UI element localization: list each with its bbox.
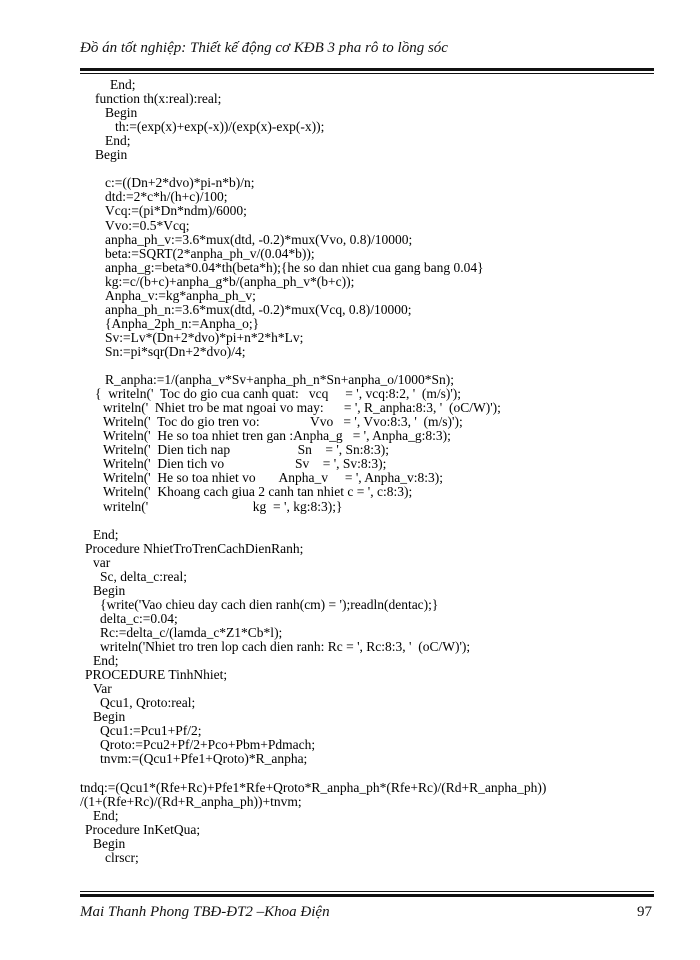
code-line: writeln(' kg = ', kg:8:3);} xyxy=(103,498,343,514)
code-line: th:=(exp(x)+exp(-x))/(exp(x)-exp(-x)); xyxy=(115,119,325,135)
code-line: {write('Vao chieu day cach dien ranh(cm) = ');readln(dentac);} xyxy=(100,596,439,612)
code-line: writeln('Nhiet tro tren lop cach dien ranh: Rc = ', Rc:8:3, ' (oC/W)'); xyxy=(100,639,471,654)
code-line: Begin xyxy=(93,709,126,725)
code-line: Qroto:=Pcu2+Pf/2+Pco+Pbm+Pdmach; xyxy=(100,737,316,753)
code-line: Writeln(' He so toa nhiet tren gan :Anpha_g = ', Anpha_g:8:3); xyxy=(103,428,451,444)
code-line: Begin xyxy=(93,835,126,851)
code-line: End; xyxy=(105,133,131,149)
footer-rule-thick xyxy=(80,894,654,897)
code-line: tnvm:=(Qcu1+Pfe1+Qroto)*R_anpha; xyxy=(100,751,308,767)
code-line: { writeln(' Toc do gio cua canh quat: vcq = ', vcq:8:2, ' (m/s)'); xyxy=(95,386,462,402)
footer-author: Mai Thanh Phong TBĐ-ĐT2 –Khoa Điện xyxy=(80,904,330,920)
code-line: Sn:=pi*sqr(Dn+2*dvo)/4; xyxy=(105,343,246,359)
code-line: {Anpha_2ph_n:=Anpha_o;} xyxy=(105,315,260,331)
code-line: End; xyxy=(93,807,119,823)
code-line: End; xyxy=(110,77,136,92)
code-line: Rc:=delta_c/(lamda_c*Z1*Cb*l); xyxy=(100,624,283,640)
footer-rule-thin xyxy=(80,891,654,892)
code-line: Writeln(' He so toa nhiet vo Anpha_v = ', Anpha_v:8:3); xyxy=(103,470,444,486)
code-line: var xyxy=(93,554,111,570)
code-line: function th(x:real):real; xyxy=(95,91,222,107)
code-line: End; xyxy=(93,653,119,669)
code-line: tndq:=(Qcu1*(Rfe+Rc)+Pfe1*Rfe+Qroto*R_anpha_ph*(Rfe+Rc)/(Rd+R_anpha_ph)) xyxy=(80,779,547,795)
code-line: Qcu1, Qroto:real; xyxy=(100,695,196,711)
code-line: Begin xyxy=(105,105,138,121)
code-line: Writeln(' Khoang cach giua 2 canh tan nhiet c = ', c:8:3); xyxy=(103,484,413,500)
page-number: 97 xyxy=(637,904,652,920)
code-line: anpha_ph_v:=3.6*mux(dtd, -0.2)*mux(Vvo, 0.8)/10000; xyxy=(105,231,413,247)
code-line: Procedure NhietTroTrenCachDienRanh; xyxy=(85,540,304,556)
code-line: Writeln(' Dien tich vo Sv = ', Sv:8:3); xyxy=(103,456,387,472)
code-line: beta:=SQRT(2*anpha_ph_v/(0.04*b)); xyxy=(105,245,315,261)
code-line: /(1+(Rfe+Rc)/(Rd+R_anpha_ph))+tnvm; xyxy=(80,793,302,809)
code-line: PROCEDURE TinhNhiet; xyxy=(85,667,228,683)
code-line: writeln(' Nhiet tro be mat ngoai vo may: = ', R_anpha:8:3, ' (oC/W)'); xyxy=(103,400,501,416)
code-line: dtd:=2*c*h/(h+c)/100; xyxy=(105,189,228,205)
code-line: Procedure InKetQua; xyxy=(85,821,201,837)
code-line: Begin xyxy=(95,147,128,163)
code-line: Begin xyxy=(93,582,126,598)
code-line: Anpha_v:=kg*anpha_ph_v; xyxy=(105,287,256,303)
page-header: Đồ án tốt nghiệp: Thiết kế động cơ KĐB 3 pha rô to lồng sóc xyxy=(80,40,448,56)
code-line: anpha_ph_n:=3.6*mux(dtd, -0.2)*mux(Vcq, 0.8)/10000; xyxy=(105,301,412,317)
code-line: Writeln(' Toc do gio tren vo: Vvo = ', Vvo:8:3, ' (m/s)'); xyxy=(103,414,463,430)
code-line: c:=((Dn+2*dvo)*pi-n*b)/n; xyxy=(105,175,255,191)
code-line: Vcq:=(pi*Dn*ndm)/6000; xyxy=(105,203,247,219)
code-line: End; xyxy=(93,526,119,542)
code-line: clrscr; xyxy=(105,849,139,865)
code-line: Qcu1:=Pcu1+Pf/2; xyxy=(100,723,202,739)
header-rule-thick xyxy=(80,68,654,71)
code-line: Sc, delta_c:real; xyxy=(100,568,187,584)
code-line: R_anpha:=1/(anpha_v*Sv+anpha_ph_n*Sn+anpha_o/1000*Sn); xyxy=(105,372,455,388)
code-line: Writeln(' Dien tich nap Sn = ', Sn:8:3); xyxy=(103,442,390,458)
code-line: anpha_g:=beta*0.04*th(beta*h);{he so dan nhiet cua gang bang 0.04} xyxy=(105,259,484,275)
code-line: kg:=c/(b+c)+anpha_g*b/(anpha_ph_v*(b+c)); xyxy=(105,273,355,289)
code-line: Var xyxy=(93,681,112,697)
code-line: Vvo:=0.5*Vcq; xyxy=(105,217,190,233)
code-line: Sv:=Lv*(Dn+2*dvo)*pi+n*2*h*Lv; xyxy=(105,329,304,345)
code-line: delta_c:=0.04; xyxy=(100,610,178,626)
header-rule-thin xyxy=(80,73,654,74)
